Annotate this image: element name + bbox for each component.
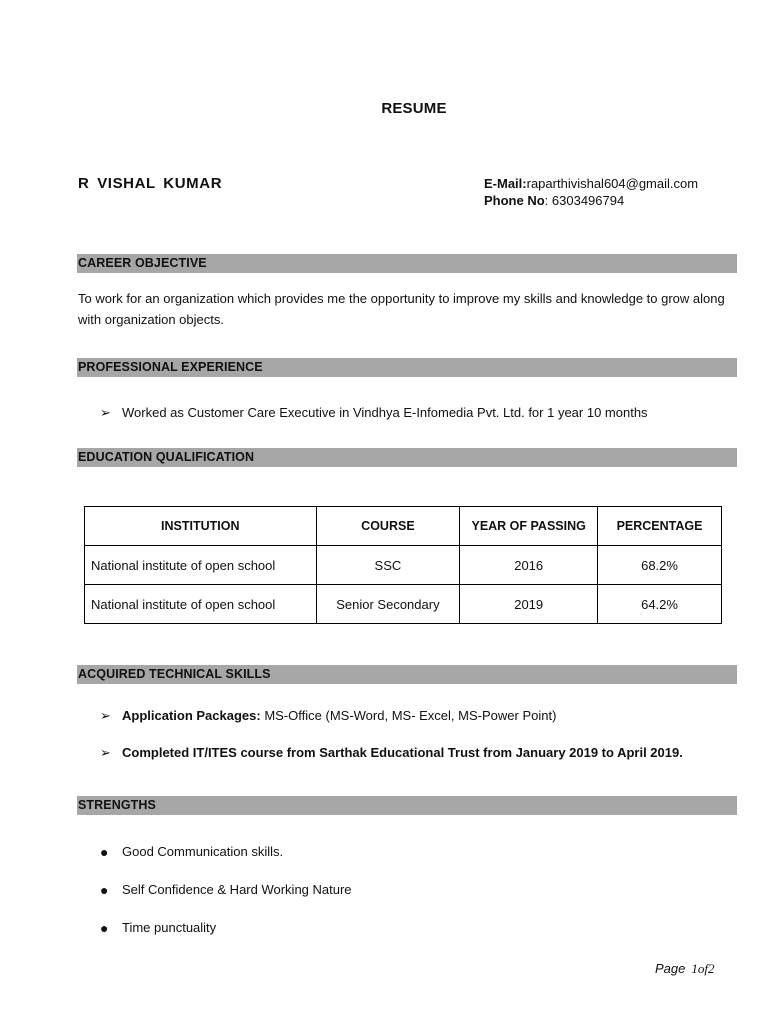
- skill-label: Application Packages:: [122, 708, 261, 723]
- strength-text: Good Communication skills.: [122, 844, 284, 859]
- cell-percentage: 64.2%: [598, 585, 722, 624]
- dot-bullet-icon: ●: [100, 844, 109, 860]
- section-education: EDUCATION QUALIFICATION: [77, 448, 737, 467]
- contact-block: [484, 175, 698, 209]
- strength-text: Time punctuality: [122, 920, 217, 935]
- header-course: COURSE: [316, 507, 460, 546]
- page-label: Page: [655, 961, 686, 976]
- header-institution: INSTITUTION: [85, 507, 317, 546]
- cell-course: SSC: [316, 546, 460, 585]
- phone-label: Phone No: [484, 193, 545, 208]
- phone-line: [484, 192, 698, 209]
- cell-year: 2019: [460, 585, 598, 624]
- list-item: [100, 881, 352, 899]
- skill-item-course: [100, 744, 683, 762]
- skill-course-text: Completed IT/ITES course from Sarthak Educational Trust from January 2019 to April 2019.: [122, 745, 683, 760]
- page-number: 1of2: [691, 961, 715, 976]
- cell-percentage: 68.2%: [598, 546, 722, 585]
- dot-bullet-icon: ●: [100, 920, 109, 936]
- cell-institution: National institute of open school: [85, 546, 317, 585]
- table-header-row: [85, 507, 722, 546]
- skill-item-applications: [100, 707, 556, 725]
- table-row: [85, 546, 722, 585]
- section-technical-skills: ACQUIRED TECHNICAL SKILLS: [77, 665, 737, 684]
- cell-course: Senior Secondary: [316, 585, 460, 624]
- cell-year: 2016: [460, 546, 598, 585]
- candidate-name: R VISHAL KUMAR: [78, 175, 223, 192]
- header-year: YEAR OF PASSING: [460, 507, 598, 546]
- section-career-objective: CAREER OBJECTIVE: [77, 254, 737, 273]
- email-value: raparthivishal604@gmail.com: [526, 176, 699, 191]
- email-line: [484, 175, 698, 192]
- list-item: [100, 919, 216, 937]
- arrow-bullet-icon: ➢: [100, 708, 111, 723]
- section-professional-experience: PROFESSIONAL EXPERIENCE: [77, 358, 737, 377]
- cell-institution: National institute of open school: [85, 585, 317, 624]
- strength-text: Self Confidence & Hard Working Nature: [122, 882, 352, 897]
- page-footer: [655, 961, 715, 977]
- experience-item: [100, 404, 648, 422]
- list-item: [100, 843, 283, 861]
- email-label: E-Mail:: [484, 176, 527, 191]
- arrow-bullet-icon: ➢: [100, 405, 111, 420]
- skill-value: MS-Office (MS-Word, MS- Excel, MS-Power Point): [260, 708, 557, 723]
- table-row: [85, 585, 722, 624]
- objective-text: To work for an organization which provides me the opportunity to improve my skills and knowledge to grow along with organization objects.: [78, 291, 725, 327]
- dot-bullet-icon: ●: [100, 882, 109, 898]
- experience-text: Worked as Customer Care Executive in Vindhya E-Infomedia Pvt. Ltd. for 1 year 10 months: [122, 405, 648, 420]
- education-table: [84, 506, 722, 624]
- arrow-bullet-icon: ➢: [100, 745, 111, 760]
- phone-value: : 6303496794: [544, 193, 625, 208]
- header-percentage: PERCENTAGE: [598, 507, 722, 546]
- section-strengths: STRENGTHS: [77, 796, 737, 815]
- document-title: RESUME: [381, 100, 447, 117]
